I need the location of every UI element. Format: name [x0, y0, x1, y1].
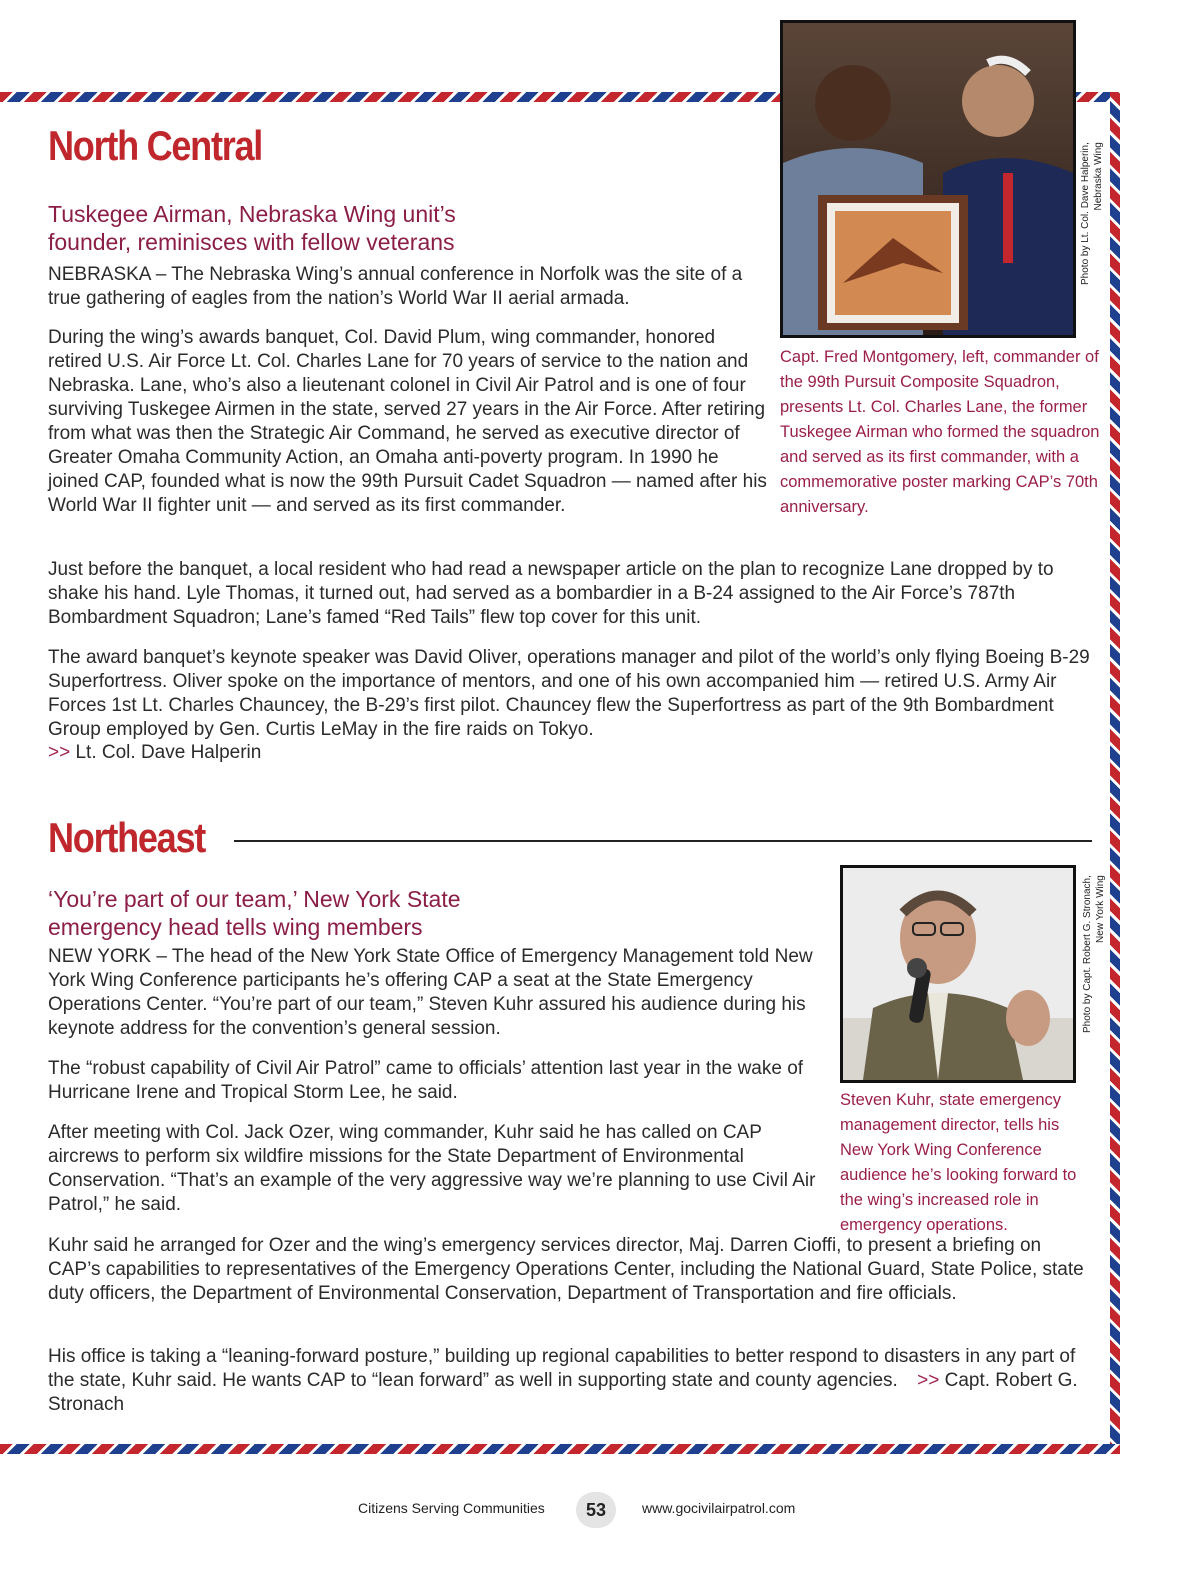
- article-paragraph: The “robust capability of Civil Air Patrol” came to officials’ attention last year in the wake of Hurricane Irene and Tropical Storm Lee, he said.: [48, 1058, 804, 1103]
- footer-tagline: Citizens Serving Communities: [358, 1500, 545, 1516]
- article-byline: [48, 741, 648, 765]
- photo-steven-kuhr: [840, 865, 1076, 1083]
- footer-website: www.gocivilairpatrol.com: [642, 1500, 796, 1516]
- photo-illustration: [843, 868, 1073, 1080]
- photo-award-presentation: [780, 20, 1076, 338]
- photo-credit-line-2: Nebraska Wing: [1093, 142, 1104, 211]
- headline-line-1: Tuskegee Airman, Nebraska Wing unit’s: [48, 201, 456, 227]
- headline-line-2: founder, reminisces with fellow veterans: [48, 229, 455, 255]
- airmail-border-right: [1110, 92, 1120, 1454]
- photo-credit-line-1: Photo by Capt. Robert G. Stronach,: [1082, 875, 1093, 1033]
- byline-arrows: >>: [48, 742, 71, 763]
- article-paragraph: Kuhr said he arranged for Ozer and the wing’s emergency services director, Maj. Darren Cioffi, to present a briefing on CAP’s capabilities to representatives of the Emergency Operations Center, including the National Guard, State Police, state duty officers, the Department of Environmental Conservation, Department of Transportation and fire officials.: [48, 1235, 1084, 1304]
- photo-credit-northeast: [1081, 875, 1107, 1033]
- section-title-north-central: North Central: [48, 122, 263, 169]
- photo-illustration: [783, 23, 1073, 335]
- byline-arrows: >>: [917, 1370, 940, 1391]
- page-footer: [0, 1490, 1200, 1530]
- photo-credit-line-2: New York Wing: [1095, 875, 1106, 943]
- article-paragraph: NEBRASKA – The Nebraska Wing’s annual conference in Norfolk was the site of a true gathering of eagles from the nation’s World War II aerial armada.: [48, 264, 743, 309]
- article-paragraph: [48, 1345, 1098, 1417]
- page-number: 53: [576, 1492, 616, 1528]
- section-title-northeast: Northeast: [48, 814, 205, 861]
- photo-caption-north-central: Capt. Fred Montgomery, left, commander of the 99th Pursuit Composite Squadron, presents Lt. Col. Charles Lane, the former Tuskegee Airman who formed the squadron and served as its first commander, with a commemorative poster marking CAP’s 70th anniversary.: [780, 348, 1100, 516]
- photo-caption-northeast: Steven Kuhr, state emergency management director, tells his New York Wing Conference audience he’s looking forward to the wing’s increased role in emergency operations.: [840, 1091, 1077, 1234]
- article-paragraph: Just before the banquet, a local resident who had read a newspaper article on the plan to recognize Lane dropped by to shake his hand. Lyle Thomas, it turned out, had served as a bombardier in a B-24 assigned to the Air Force’s 787th Bombardment Squadron; Lane’s famed “Red Tails” flew top cover for this unit.: [48, 559, 1054, 628]
- article-headline-northeast: [48, 885, 748, 941]
- byline-author: Lt. Col. Dave Halperin: [75, 742, 262, 763]
- paragraph-text: His office is taking a “leaning-forward posture,” building up regional capabilities to better respond to disasters in any part of the state, Kuhr said. He wants CAP to “lean forward” as well in supporting state and county agencies.: [48, 1346, 1076, 1391]
- headline-line-2: emergency head tells wing members: [48, 914, 423, 940]
- article-paragraph: During the wing’s awards banquet, Col. David Plum, wing commander, honored retired U.S. Air Force Lt. Col. Charles Lane for 70 years of service to the nation and Nebraska. Lane, who’s also a lieutenant colonel in Civil Air Patrol and is one of four surviving Tuskegee Airmen in the state, served 27 years in the Air Force. After retiring from what was then the Strategic Air Command, he served as executive director of Greater Omaha Community Action, an Omaha anti-poverty program. In 1990 he joined CAP, founded what is now the 99th Pursuit Cadet Squadron — named after his World War II fighter unit — and served as its first commander.: [48, 327, 767, 516]
- photo-credit-line-1: Photo by Lt. Col. Dave Halperin,: [1080, 142, 1091, 285]
- airmail-border-bottom: [0, 1444, 1120, 1454]
- article-headline-north-central: [48, 200, 748, 256]
- photo-credit-north-central: [1079, 142, 1105, 285]
- headline-line-1: ‘You’re part of our team,’ New York State: [48, 886, 461, 912]
- byline-author: Capt. Robert G. Stronach: [48, 1370, 1078, 1415]
- article-paragraph: After meeting with Col. Jack Ozer, wing commander, Kuhr said he has called on CAP aircrews to perform six wildfire missions for the State Department of Environmental Conservation. “That’s an example of the very aggressive way we’re planning to use Civil Air Patrol,” he said.: [48, 1122, 816, 1215]
- section-rule: [234, 840, 1092, 842]
- article-paragraph: NEW YORK – The head of the New York State Office of Emergency Management told New York Wing Conference participants he’s offering CAP a seat at the State Emergency Operations Center. “You’re part of our team,” Steven Kuhr assured his audience during his keynote address for the convention’s general session.: [48, 946, 813, 1039]
- article-paragraph: The award banquet’s keynote speaker was David Oliver, operations manager and pilot of the world’s only flying Boeing B-29 Superfortress. Oliver spoke on the importance of mentors, and one of his own accompanied him — retired U.S. Army Air Forces 1st Lt. Charles Chauncey, the B-29’s first pilot. Chauncey flew the Superfortress as part of the 9th Bombardment Group employed by Gen. Curtis LeMay in the fire raids on Tokyo.: [48, 647, 1090, 740]
